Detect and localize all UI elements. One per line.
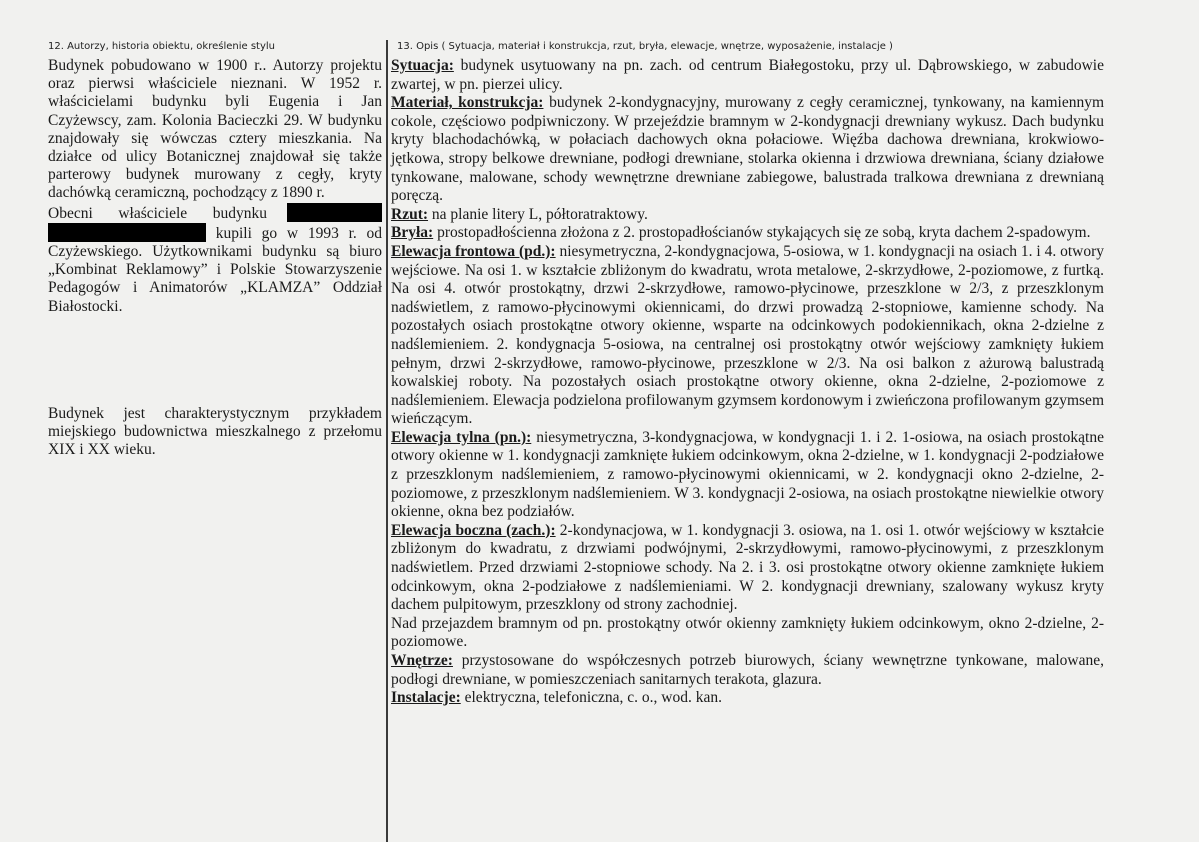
section-label: Elewacja frontowa (pd.): xyxy=(391,242,556,260)
section-material xyxy=(391,94,1104,206)
section-text: prostopadłościenna złożona z 2. prostopadłościanów stykających się ze sobą, kryta dachem 2-spadowym. xyxy=(433,224,1091,242)
section-text: Nad przejazdem bramnym od pn. prostokątny otwór okienny zamknięty łukiem odcinkowym, okno 2-dzielne, 2-poziomowe. xyxy=(391,614,1104,651)
section-text: elektryczna, telefoniczna, c. o., wod. kan. xyxy=(460,689,722,707)
section-rear-elevation xyxy=(391,429,1104,522)
section-text: 2-kondynacjowa, w 1. kondygnacji 3. osiowa, na 1. osi 1. otwór wejściowy w kształcie zbliżonym do kwadratu, z drzwiami podwójnymi, 2-skrzydłowymi, ramowo-płycinowymi, z przeszklonym nadświetlem. Przed drzwiami 2-stopniowe schody. Na 2. i 3. osi prostokątne otwory okienne zamknięte łukiem odcinkowym, okna 2-podziałowe z nadślemieniami. W 2. kondygnacji drewniany, szalowany wykusz kryty dachem pulpitowym, przeszklony od strony zachodniej. xyxy=(391,521,1104,614)
style-paragraph: Budynek jest charakterystycznym przykładem miejskiego budownictwa mieszkalnego z przełomu XIX i XX wieku. xyxy=(48,404,382,459)
redaction-bar xyxy=(287,203,382,222)
history-paragraph: Budynek pobudowano w 1900 r.. Autorzy projektu oraz pierwsi właściciele nieznani. W 1952 r. właścicielami budynku byli Eugenia i Jan Czyżewscy, zam. Kolonia Bacieczki 29. W budynku znajdowały się wówczas cztery mieszkania. Na działce od ulicy Botanicznej znajdował się także parterowy budynek murowany z cegły, kryty dachówką ceramiczną, pochodzący z 1890 r. xyxy=(48,57,382,202)
owners-text-start: Obecni właściciele budynku xyxy=(48,204,267,222)
section-label: Materiał, konstrukcja: xyxy=(391,94,544,112)
section-text: niesymetryczna, 2-kondygnacjowa, 5-osiowa, w 1. kondygnacji na osiach 1. i 4. otwory wejściowe. Na osi 1. w kształcie zbliżonym do kwadratu, wrota metalowe, 2-skrzydłowe, 2-poziomowe, z furtką. Na osi 4. otwór prostokątny, drzwi 2-skrzydłowe, ramowo-płycinowe, przeszklone w 2/3, z przeszklonym nadświetlem, z ramowo-płycinowymi okiennicami, do drzwi prowadzą 2-stopniowe, kamienne schody. Na pozostałych osiach prostokątne otwory okienne, wsparte na odcinkowych podokiennikach, okna 2-dzielne z nadślemieniem. 2. kondygnacja 5-osiowa, na centralnej osi prostokątny otwór wejściowy zamknięty łukiem pełnym, drzwi 2-skrzydłowe, ramowo-płycinowe, przeszklone w 2/3. Na osi balkon z ażurową balustradą kowalskiej roboty. Na pozostałych osiach prostokątne otwory okienne, okna 2-dzielne, 2-poziomowe z nadślemieniem. Elewacja podzielona profilowanym gzymsem kordonowym i zwieńczona profilowanym gzymsem wieńczącym. xyxy=(391,242,1105,428)
column-divider xyxy=(386,40,388,842)
section-interior xyxy=(391,652,1104,689)
section-label: Rzut: xyxy=(391,205,429,223)
section-front-elevation xyxy=(391,243,1104,429)
section-label: Wnętrze: xyxy=(391,652,453,669)
right-column-header: 13. Opis ( Sytuacja, materiał i konstrukcja, rzut, bryła, elewacje, wnętrze, wyposażenie, instalacje ) xyxy=(397,41,893,52)
section-label: Instalacje: xyxy=(391,689,461,707)
owners-text-end: kupili go w 1993 r. od Czyżewskiego. Użytkownikami budynku są biuro „Kombinat Reklamowy” i Polskie Stowarzyszenie Pedagogów i Animatorów „KLAMZA” Oddział Białostocki. xyxy=(48,224,383,315)
section-label: Sytuacja: xyxy=(391,57,454,74)
redaction-bar xyxy=(48,223,206,242)
section-label: Elewacja boczna (zach.): xyxy=(391,521,556,539)
history-column xyxy=(48,57,382,459)
description-column xyxy=(391,57,1104,708)
section-text: na planie litery L, półtoratraktowy. xyxy=(428,205,648,223)
section-text: przystosowane do współczesnych potrzeb biurowych, ściany wewnętrzne tynkowane, malowane, podłogi drewniane, w pomieszczeniach sanitarnych terakota, glazura. xyxy=(391,652,1104,688)
section-label: Bryła: xyxy=(391,224,434,242)
owners-paragraph xyxy=(48,203,382,316)
left-column-header: 12. Autorzy, historia obiektu, określenie stylu xyxy=(48,41,276,52)
section-label: Elewacja tylna (pn.): xyxy=(391,428,532,446)
section-side-elevation xyxy=(391,522,1104,615)
section-situation xyxy=(391,57,1104,94)
section-massing xyxy=(391,224,1104,243)
section-plan xyxy=(391,206,1104,225)
section-installations xyxy=(391,689,1104,708)
section-text: budynek 2-kondygnacyjny, murowany z cegły ceramicznej, tynkowany, na kamiennym cokole, częściowo podpiwniczony. W przejeździe bramnym w 2-kondygnacji drewniany wykusz. Dach budynku kryty blachodachówką, w połaciach dachowych okna połaciowe. Więźba dachowa drewniana, krokwiowo-jętkowa, stropy belkowe drewniane, podłogi drewniane, stolarka okienna i drzwiowa drewniana, ściany działowe tynkowane, malowane, schody wewnętrzne drewniane zabiegowe, balustrada tralkowa drewniana z drewnianą poręczą. xyxy=(391,94,1104,205)
section-gateway-note xyxy=(391,615,1104,652)
section-text: budynek usytuowany na pn. zach. od centrum Białegostoku, przy ul. Dąbrowskiego, w zabudowie zwartej, w pn. pierzei ulicy. xyxy=(391,57,1104,93)
section-text: niesymetryczna, 3-kondygnacjowa, w kondygnacji 1. i 2. 1-osiowa, na osiach prostokątne otwory okienne w 1. kondygnacji zamknięte łukiem odcinkowym, okna 2-dzielne, w 1. kondygnacji 2-podziałowe z przeszklonym nadślemieniem, z ramowo-płycinowymi okiennicami, w 2. kondygnacji okno 2-dzielne, 2-poziomowe, z przeszklonym nadślemieniem. W 3. kondygnacji 2-osiowa, na osiach prostokątne niewielkie otwory okienne, okna bez podziałów. xyxy=(391,428,1104,521)
